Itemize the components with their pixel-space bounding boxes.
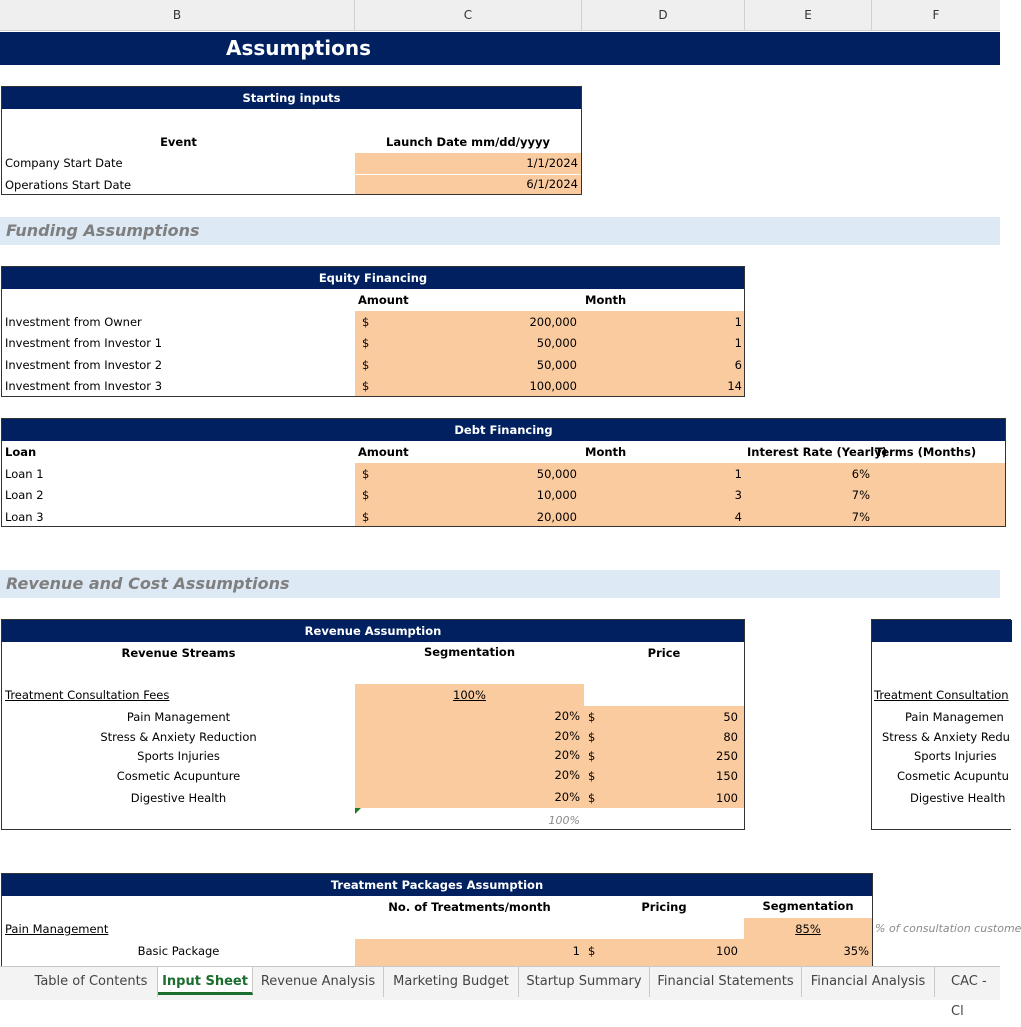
consultation-fees-total[interactable]: 100% xyxy=(453,688,486,702)
revenue-assumption-table xyxy=(1,619,745,830)
loan-label: Loan 1 xyxy=(5,467,44,481)
package-segmentation-header: Segmentation xyxy=(762,899,854,913)
package-segmentation-cell[interactable]: 35% xyxy=(843,944,869,958)
currency-symbol: $ xyxy=(588,730,596,744)
right-stream-label: Pain Managemen xyxy=(905,710,1004,724)
treatment-packages-header: Treatment Packages Assumption xyxy=(2,874,872,896)
terms-header: Terms (Months) xyxy=(875,445,977,459)
column-header-e[interactable]: E xyxy=(745,0,872,31)
loan-label: Loan 3 xyxy=(5,510,44,524)
revenue-section-bar xyxy=(0,570,1000,598)
starting-inputs-table xyxy=(1,86,582,195)
currency-symbol: $ xyxy=(362,510,370,524)
equity-month-cell[interactable]: 1 xyxy=(734,336,742,350)
loan-column-header: Loan xyxy=(5,445,37,459)
currency-symbol: $ xyxy=(588,710,596,724)
sheet-tab-bar xyxy=(0,966,1000,1019)
treatments-per-month-header: No. of Treatments/month xyxy=(388,900,551,914)
equity-amount-cell[interactable]: 200,000 xyxy=(529,315,577,329)
currency-symbol: $ xyxy=(362,336,370,350)
funding-section-bar xyxy=(0,217,1000,245)
loan-label: Loan 2 xyxy=(5,488,44,502)
loan-month-cell[interactable]: 1 xyxy=(734,467,742,481)
tab-financial-analysis[interactable]: Financial Analysis xyxy=(802,967,935,997)
currency-symbol: $ xyxy=(362,488,370,502)
right-table-header xyxy=(872,620,1012,642)
company-start-label: Company Start Date xyxy=(5,156,123,170)
consultation-fees-link[interactable]: Treatment Consultation Fees xyxy=(5,688,170,702)
starting-inputs-header: Starting inputs xyxy=(2,87,581,109)
equity-financing-table xyxy=(1,266,745,397)
column-header-c[interactable]: C xyxy=(355,0,582,31)
segmentation-total: 100% xyxy=(548,814,580,827)
tab-revenue-analysis[interactable]: Revenue Analysis xyxy=(253,967,384,997)
revenue-stream-label: Sports Injuries xyxy=(137,749,220,763)
event-column-header: Event xyxy=(160,135,197,149)
price-cell[interactable]: 80 xyxy=(723,730,738,744)
currency-symbol: $ xyxy=(362,379,370,393)
price-header: Price xyxy=(647,646,681,660)
operations-start-label: Operations Start Date xyxy=(5,178,132,192)
tab-bar-spacer xyxy=(0,967,25,997)
equity-row-label: Investment from Investor 3 xyxy=(5,379,163,393)
operations-start-date-cell[interactable]: 6/1/2024 xyxy=(355,175,581,194)
equity-month-header: Month xyxy=(585,293,627,307)
currency-symbol: $ xyxy=(588,769,596,783)
column-header-f[interactable]: F xyxy=(932,8,940,22)
right-stream-label: Digestive Health xyxy=(910,791,1006,805)
column-header-d[interactable]: D xyxy=(582,0,745,31)
pricing-header: Pricing xyxy=(641,900,687,914)
tab-startup-summary[interactable]: Startup Summary xyxy=(519,967,650,997)
tab-table-of-contents[interactable]: Table of Contents xyxy=(25,967,158,997)
tab-cac[interactable]: CAC - Cl xyxy=(951,974,987,1019)
revenue-stream-label: Digestive Health xyxy=(130,791,227,805)
pain-management-share[interactable]: 85% xyxy=(795,922,821,936)
right-consultation-label[interactable]: Treatment Consultation xyxy=(874,688,1009,702)
equity-row-label: Investment from Investor 1 xyxy=(5,336,163,350)
assumptions-banner xyxy=(0,32,1000,65)
equity-amount-cell[interactable]: 100,000 xyxy=(529,379,577,393)
revenue-assumption-table-right xyxy=(871,619,1011,830)
segmentation-cell[interactable]: 20% xyxy=(554,790,580,804)
tab-financial-statements[interactable]: Financial Statements xyxy=(650,967,802,997)
price-cell[interactable]: 100 xyxy=(716,791,738,805)
loan-month-cell[interactable]: 3 xyxy=(734,488,742,502)
interest-rate-header: Interest Rate (Yearly) xyxy=(747,445,887,459)
equity-month-cell[interactable]: 14 xyxy=(727,379,742,393)
revenue-streams-header: Revenue Streams xyxy=(121,646,236,660)
right-stream-label: Stress & Anxiety Redu xyxy=(882,730,1010,744)
price-cell[interactable]: 150 xyxy=(716,769,738,783)
loan-amount-cell[interactable]: 10,000 xyxy=(536,488,577,502)
equity-month-cell[interactable]: 1 xyxy=(734,315,742,329)
equity-amount-header: Amount xyxy=(358,293,409,307)
equity-month-cell[interactable]: 6 xyxy=(734,358,742,372)
loan-rate-cell[interactable]: 7% xyxy=(851,488,870,502)
currency-symbol: $ xyxy=(588,791,596,805)
column-header-row xyxy=(0,0,1000,31)
revenue-assumption-header: Revenue Assumption xyxy=(2,620,744,642)
tab-input-sheet[interactable]: Input Sheet xyxy=(158,967,253,995)
segmentation-cell[interactable]: 20% xyxy=(554,748,580,762)
consultation-note: % of consultation custome xyxy=(875,922,1021,935)
equity-row-label: Investment from Owner xyxy=(5,315,142,329)
tab-marketing-budget[interactable]: Marketing Budget xyxy=(384,967,519,997)
funding-section-title: Funding Assumptions xyxy=(6,221,200,240)
currency-symbol: $ xyxy=(588,749,596,763)
debt-amount-header: Amount xyxy=(358,445,409,459)
pain-management-link[interactable]: Pain Management xyxy=(5,922,109,936)
segmentation-cell[interactable]: 20% xyxy=(554,729,580,743)
debt-month-header: Month xyxy=(585,445,627,459)
right-stream-label: Cosmetic Acupuntu xyxy=(897,769,1009,783)
segmentation-header: Segmentation xyxy=(423,645,516,659)
currency-symbol: $ xyxy=(362,358,370,372)
revenue-stream-label: Cosmetic Acupunture xyxy=(116,769,241,783)
treatments-cell[interactable]: 1 xyxy=(572,944,580,958)
package-price-cell[interactable]: 100 xyxy=(716,944,738,958)
segmentation-cell[interactable]: 20% xyxy=(554,709,580,723)
company-start-date-cell[interactable]: 1/1/2024 xyxy=(355,153,581,174)
loan-amount-cell[interactable]: 20,000 xyxy=(536,510,577,524)
segmentation-cell[interactable]: 20% xyxy=(554,768,580,782)
equity-amount-cell[interactable]: 50,000 xyxy=(536,336,577,350)
equity-row-label: Investment from Investor 2 xyxy=(5,358,163,372)
page-title: Assumptions xyxy=(226,36,371,60)
equity-amount-cell[interactable]: 50,000 xyxy=(536,358,577,372)
revenue-stream-label: Pain Management xyxy=(126,710,231,724)
package-label: Basic Package xyxy=(137,944,220,958)
column-header-b[interactable]: B xyxy=(0,0,355,31)
treatment-packages-table xyxy=(1,873,873,973)
currency-symbol: $ xyxy=(588,944,596,958)
price-cell[interactable]: 250 xyxy=(716,749,738,763)
revenue-section-title: Revenue and Cost Assumptions xyxy=(6,574,290,593)
right-stream-label: Sports Injuries xyxy=(914,749,997,763)
currency-symbol: $ xyxy=(362,315,370,329)
revenue-stream-label: Stress & Anxiety Reduction xyxy=(100,730,257,744)
debt-financing-header: Debt Financing xyxy=(2,419,1005,441)
launch-date-column-header: Launch Date mm/dd/yyyy xyxy=(386,135,550,149)
loan-rate-cell[interactable]: 6% xyxy=(851,467,870,481)
price-cell[interactable]: 50 xyxy=(723,710,738,724)
debt-financing-table xyxy=(1,418,1006,527)
loan-rate-cell[interactable]: 7% xyxy=(851,510,870,524)
equity-financing-header: Equity Financing xyxy=(2,267,744,289)
loan-month-cell[interactable]: 4 xyxy=(734,510,742,524)
currency-symbol: $ xyxy=(362,467,370,481)
loan-amount-cell[interactable]: 50,000 xyxy=(536,467,577,481)
